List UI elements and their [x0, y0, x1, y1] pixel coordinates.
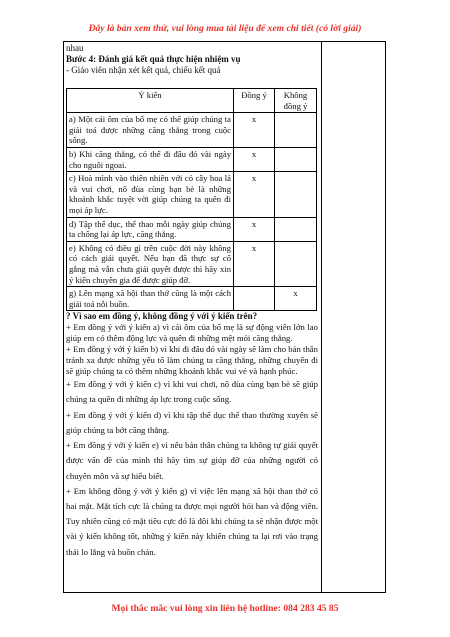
opinion-cell: d) Tập thể dục, thể thao mỗi ngày giúp chúng ta chống lại áp lực, căng thẳng. — [67, 217, 234, 241]
table-row — [67, 217, 317, 241]
agree-mark: x — [234, 241, 275, 286]
opinion-table — [66, 88, 317, 311]
agree-mark: x — [234, 172, 275, 217]
hotline-banner: Mọi thắc mắc vui lòng xin liên hệ hotline: 084 283 45 85 — [111, 603, 339, 614]
answer-item: + Em đồng ý với ý kiến c) vì khi vui chơi, nô đùa cùng bạn bè sẽ giúp chúng ta quên đi những áp lực trong cuộc sống. — [66, 379, 318, 405]
opinion-cell: g) Lên mạng xã hội than thở cũng là một cách giải toả nỗi buồn. — [67, 287, 234, 311]
answer-item: + Em đồng ý với ý kiến a) vì cái ôm của bố mẹ là sự động viên lớn lao giúp em có thêm động lực và quên đi những mệt mỏi căng thẳng. — [66, 322, 318, 344]
step-title: Bước 4: Đánh giá kết quả thực hiện nhiệm vụ — [66, 54, 241, 64]
discussion-question: ? Vì sao em đồng ý, không đồng ý với ý kiến trên? — [66, 311, 258, 322]
answer-item: + Em đồng ý với ý kiến d) vì khi tập thể dục thể thao thường xuyên sẽ giúp chúng ta bớt căng thẳng. — [66, 409, 318, 435]
table-row — [67, 113, 317, 148]
preview-banner: Đây là bản xem thử, vui lòng mua tài liệu để xem chi tiết (có lời giải) — [88, 23, 362, 34]
disagree-mark — [275, 241, 317, 286]
disagree-mark — [275, 217, 317, 241]
table-row — [67, 147, 317, 171]
header-opinion: Ý kiến — [67, 89, 234, 113]
disagree-mark: x — [275, 287, 317, 311]
answer-list — [66, 322, 318, 559]
agree-mark: x — [234, 217, 275, 241]
agree-mark — [234, 287, 275, 311]
lesson-content — [66, 43, 318, 560]
table-header-row — [67, 89, 317, 113]
column-divider — [321, 42, 322, 592]
answer-item: + Em đồng ý với ý kiến e) vì nếu bản thân chúng ta không tự giải quyết được vấn đề của mình thì hãy tìm sự giúp đỡ của những người có chuyên môn và sự hiểu biết. — [66, 440, 318, 481]
header-disagree: Không đồng ý — [275, 89, 317, 113]
opinion-cell: c) Hoà mình vào thiên nhiên với cỏ cây hoa lá và vui chơi, nô đùa cùng bạn bè là những khoảnh khắc tuyệt vời giúp chúng ta quên đi mọi áp lực. — [67, 172, 234, 217]
header-agree: Đồng ý — [234, 89, 275, 113]
table-row — [67, 172, 317, 217]
opinion-cell: e) Không có điều gì trên cuộc đời này không có cách giải quyết. Nếu bạn đã thực sự cố gắng mà vẫn chưa giải quyết được thì hãy xin ý kiến chuyên gia để được giúp đỡ. — [67, 241, 234, 286]
disagree-mark — [275, 113, 317, 148]
table-row — [67, 287, 317, 311]
agree-mark: x — [234, 147, 275, 171]
opinion-cell: b) Khi căng thẳng, có thể đi đâu đó vài ngày cho nguôi ngoai. — [67, 147, 234, 171]
answer-item: + Em không đồng ý với ý kiến g) vì việc lên mạng xã hội than thở có hai mặt. Mặt tích cực là chúng ta được mọi người hỏi han và động viên. Tuy nhiên cũng có mặt tiêu cực đó là đôi khi chúng ta sẽ nhận được một vài ý kiến không tốt, những ý kiến này khiến chúng ta lại rơi vào trạng thái lo lắng và buồn chán. — [66, 485, 318, 557]
opinion-cell: a) Một cái ôm của bố mẹ có thể giúp chúng ta giải toả được những căng thẳng trong cuộc sống. — [67, 113, 234, 148]
table-row — [67, 241, 317, 286]
step-note: - Giáo viên nhận xét kết quả, chiếu kết quả — [66, 65, 221, 75]
agree-mark: x — [234, 113, 275, 148]
disagree-mark — [275, 147, 317, 171]
intro-text: nhau — [66, 43, 84, 53]
disagree-mark — [275, 172, 317, 217]
answer-item: + Em đồng ý với ý kiến b) vì khi đi đâu đó vài ngày sẽ làm cho bản thân tránh xa được những yếu tố làm chúng ta căng thẳng, những chuyến đi sẽ giúp chúng ta có thêm những khoảnh khắc vui vẻ và hạnh phúc. — [66, 344, 318, 377]
